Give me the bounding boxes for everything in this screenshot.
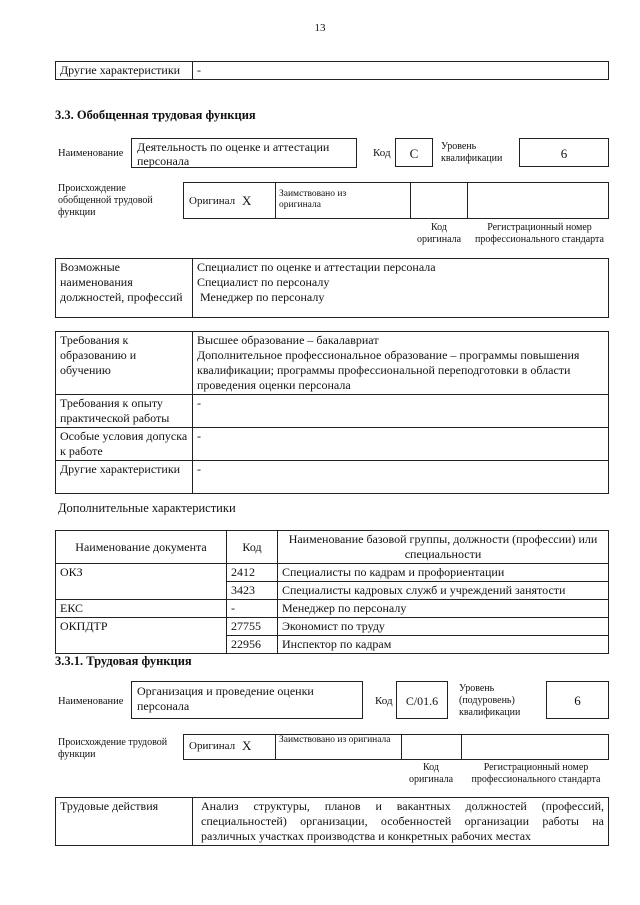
additional-title: Дополнительные характеристики	[58, 501, 236, 515]
name-value: Организация и проведение оценки персонала	[131, 681, 363, 719]
requirement-value: Дополнительное профессиональное образование – программы повышения квалификации; программы профессиональной переподготовки в области проведения оценки персонала	[197, 348, 580, 392]
positions-label: Возможные наименования должностей, профессий	[56, 259, 193, 318]
name-label: Наименование	[58, 148, 124, 159]
divider	[410, 182, 411, 219]
section-heading-3-3: 3.3. Обобщенная трудовая функция	[55, 108, 256, 122]
other-characteristics-value: -	[193, 62, 609, 80]
requirements-table	[55, 331, 609, 494]
position-item: Специалист по персоналу	[197, 275, 330, 289]
origin-label: Происхождение обобщенной трудовой функции	[58, 183, 153, 218]
doc-cell: ОКЗ	[56, 564, 227, 582]
table-row	[56, 564, 609, 582]
divider	[467, 182, 468, 219]
code-label: Код	[373, 147, 391, 159]
code-cell: 27755	[227, 618, 278, 636]
level-label: Уровень (подуровень) квалификации	[459, 683, 521, 718]
other-characteristics-label: Другие характеристики	[56, 62, 193, 80]
origin-code-caption: Код оригинала	[408, 762, 454, 785]
requirement-value: Высшее образование – бакалавриат	[197, 333, 379, 347]
doc-cell	[56, 582, 227, 600]
labor-actions-table	[55, 797, 609, 846]
level-value: 6	[519, 138, 609, 167]
column-header: Наименование базовой группы, должности (профессии) или специальности	[278, 531, 609, 564]
name-label: Наименование	[58, 696, 124, 707]
requirement-value: -	[193, 461, 609, 494]
requirement-label: Требования к образованию и обучению	[56, 332, 193, 395]
page-number: 13	[314, 22, 326, 34]
additional-table	[55, 530, 609, 654]
origin-label: Происхождение трудовой функции	[58, 737, 168, 760]
original-mark: X	[242, 193, 252, 208]
name-cell: Инспектор по кадрам	[278, 636, 609, 654]
code-cell: -	[227, 600, 278, 618]
divider	[461, 734, 462, 760]
name-cell: Менеджер по персоналу	[278, 600, 609, 618]
table-row	[56, 636, 609, 654]
requirement-label: Другие характеристики	[56, 461, 193, 494]
origin-code-caption: Код оригинала	[416, 222, 462, 245]
borrowed-label: Заимствовано из оригинала	[279, 735, 391, 745]
original-label: Оригинал	[189, 195, 236, 207]
divider	[275, 182, 276, 219]
name-cell: Специалисты кадровых служб и учреждений занятости	[278, 582, 609, 600]
code-value: С/01.6	[396, 681, 448, 719]
doc-cell: ЕКС	[56, 600, 227, 618]
name-cell: Экономист по труду	[278, 618, 609, 636]
divider	[401, 734, 402, 760]
labor-actions-label: Трудовые действия	[56, 798, 193, 846]
requirement-value: -	[193, 395, 609, 428]
divider	[275, 734, 276, 760]
level-label: Уровень квалификации	[441, 141, 503, 164]
code-cell: 22956	[227, 636, 278, 654]
table-row	[56, 582, 609, 600]
code-cell: 3423	[227, 582, 278, 600]
requirement-label: Требования к опыту практической работы	[56, 395, 193, 428]
positions-table	[55, 258, 609, 318]
labor-actions-value: Анализ структуры, планов и вакантных должностей (профессий, специальностей) организации, особенностей организации работы на различных участках производства и конкретных рабочих местах	[193, 798, 609, 846]
code-value: С	[395, 138, 433, 167]
section-heading-3-3-1: 3.3.1. Трудовая функция	[55, 654, 192, 668]
requirement-value: -	[193, 428, 609, 461]
position-item: Менеджер по персоналу	[197, 290, 325, 304]
other-characteristics-table-top	[55, 61, 609, 80]
requirement-label: Особые условия допуска к работе	[56, 428, 193, 461]
original-mark: X	[242, 738, 252, 753]
doc-cell: ОКПДТР	[56, 618, 227, 636]
table-row	[56, 618, 609, 636]
column-header: Наименование документа	[56, 531, 227, 564]
name-value: Деятельность по оценке и аттестации персонала	[131, 138, 357, 168]
code-cell: 2412	[227, 564, 278, 582]
borrowed-label: Заимствовано из оригинала	[279, 189, 347, 210]
name-cell: Специалисты по кадрам и профориентации	[278, 564, 609, 582]
position-item: Специалист по оценке и аттестации персонала	[197, 260, 436, 274]
reg-number-caption: Регистрационный номер профессионального стандарта	[475, 222, 604, 245]
table-row	[56, 600, 609, 618]
code-label: Код	[375, 695, 393, 707]
original-label: Оригинал	[189, 740, 236, 752]
doc-cell	[56, 636, 227, 654]
column-header: Код	[227, 531, 278, 564]
level-value: 6	[546, 681, 609, 719]
reg-number-caption: Регистрационный номер профессионального стандарта	[471, 762, 601, 785]
